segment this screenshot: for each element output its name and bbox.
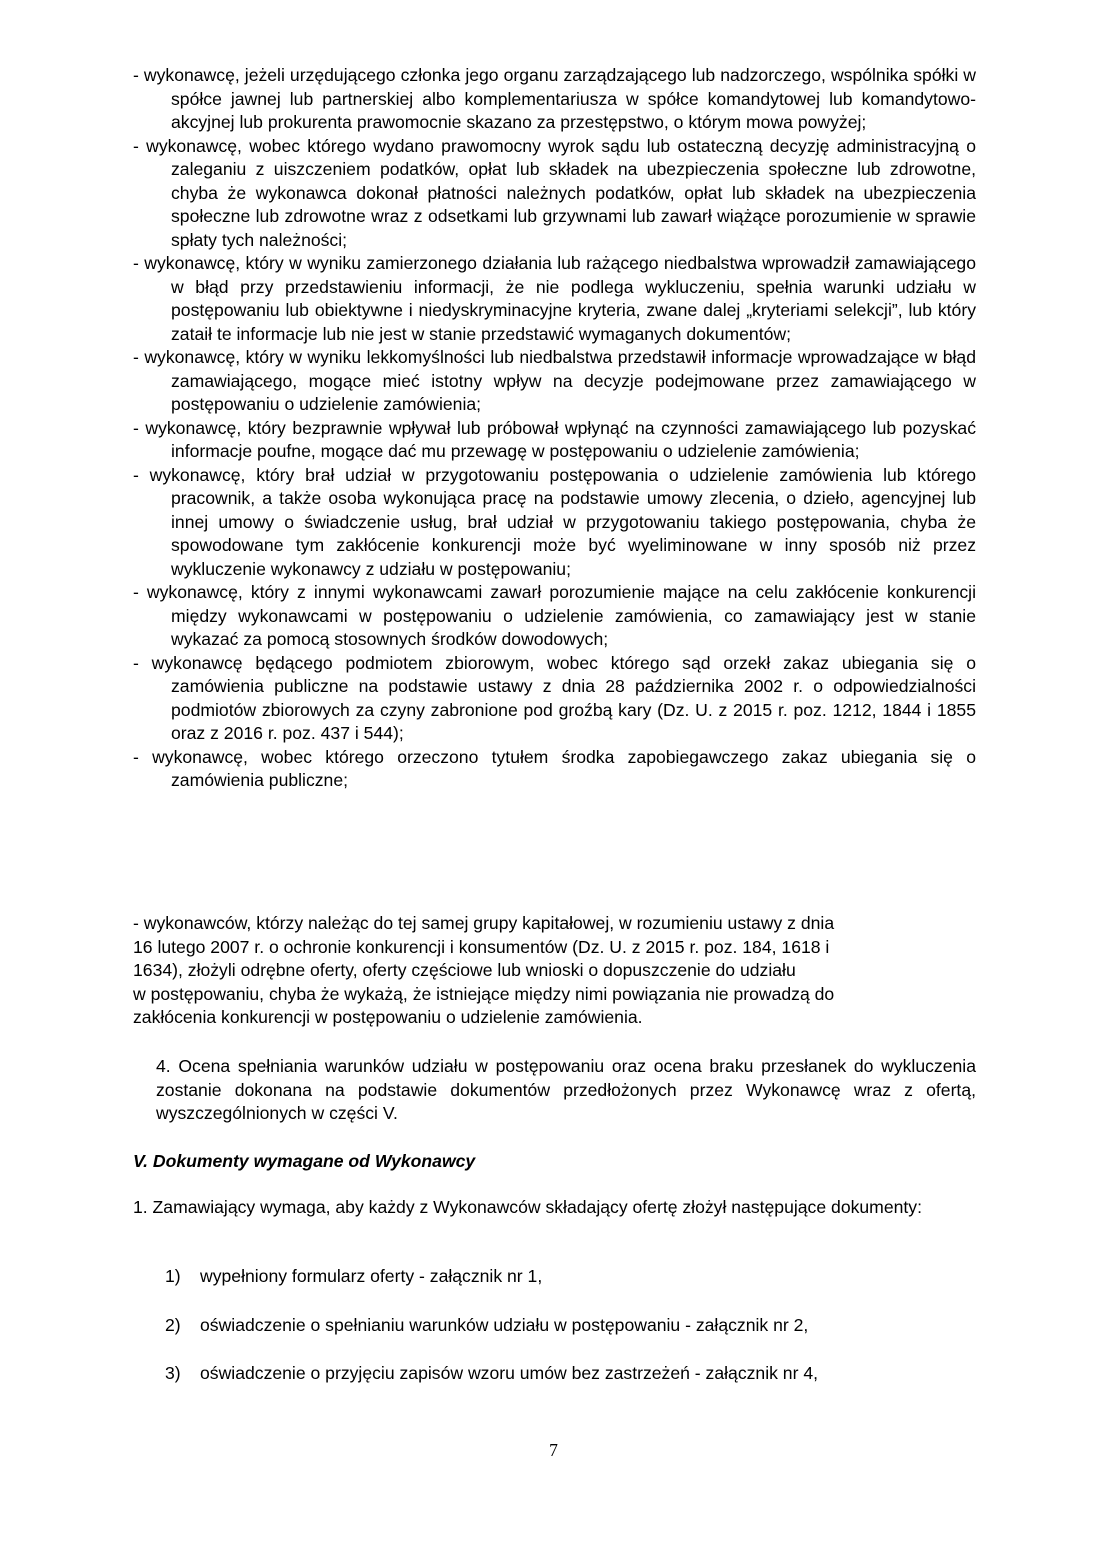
exclusion-item: - wykonawcę, wobec którego wydano prawomocny wyrok sądu lub ostateczną decyzję administracyjną o zaleganiu z uiszczeniem podatków, opłat lub składek na ubezpieczenia społeczne lub zdrowotne, chyba że wykonawca dokonał płatności należnych podatków, opłat lub składek na ubezpieczenia społeczne lub zdrowotne wraz z odsetkami lub grzywnami lub zawarł wiążące porozumienie w sprawie spłaty tych należności; (133, 135, 976, 250)
paragraph-line: w postępowaniu, chyba że wykażą, że istniejące między nimi powiązania nie prowadzą do (133, 983, 835, 1004)
exclusion-item: - wykonawcę będącego podmiotem zbiorowym, wobec którego sąd orzekł zakaz ubiegania się o zamówienia publiczne na podstawie ustawy z dnia 28 października 2002 r. o odpowiedzialności podmiotów zbiorowych za czyny zabronione pod groźbą kary (Dz. U. z 2015 r. poz. 1212, 1844 i 1855 oraz z 2016 r. poz. 437 i 544); (133, 652, 976, 743)
item-number: 3) (165, 1363, 181, 1383)
paragraph-line: 16 lutego 2007 r. o ochronie konkurencji i konsumentów (Dz. U. z 2015 r. poz. 184, 1618 i (133, 936, 830, 957)
point-4-paragraph: 4. Ocena spełniania warunków udziału w postępowaniu oraz ocena braku przesłanek do wykluczenia zostanie dokonana na podstawie dokumentów przedłożonych przez Wykonawcę wraz z ofertą, wyszczególnionych w części V. (156, 1056, 976, 1123)
exclusion-item: - wykonawcę, jeżeli urzędującego członka jego organu zarządzającego lub nadzorczego, wspólnika spółki w spółce jawnej lub partnerskiej albo komplementariusza w spółce komandytowej lub komandytowo-akcyjnej lub prokurenta prawomocnie skazano za przestępstwo, o którym mowa powyżej; (133, 65, 976, 132)
item-number: 2) (165, 1315, 181, 1335)
item-text: oświadczenie o przyjęciu zapisów wzoru umów bez zastrzeżeń - załącznik nr 4, (200, 1363, 818, 1383)
item-text: oświadczenie o spełnianiu warunków udziału w postępowaniu - załącznik nr 2, (200, 1315, 809, 1335)
exclusion-item: - wykonawcę, który brał udział w przygotowaniu postępowania o udzielenie zamówienia lub którego pracownik, a także osoba wykonująca pracę na podstawie umowy zlecenia, o dzieło, agencyjnej lub innej umowy o świadczenie usług, brał udział w przygotowaniu takiego postępowania, chyba że spowodowane tym zakłócenie konkurencji może być wyeliminowane w inny sposób niż przez wykluczenie wykonawcy z udziału w postępowaniu; (133, 464, 976, 579)
section-v-intro: 1. Zamawiający wymaga, aby każdy z Wykonawców składający ofertę złożył następujące dokumenty: (133, 1197, 922, 1217)
required-document-item (165, 1314, 808, 1338)
section-v-heading: V. Dokumenty wymagane od Wykonawcy (133, 1151, 476, 1171)
exclusion-item: - wykonawcę, który w wyniku lekkomyślności lub niedbalstwa przedstawił informacje wprowadzające w błąd zamawiającego, mogące mieć istotny wpływ na decyzje podejmowane przez zamawiającego w postępowaniu o udzielenie zamówienia; (133, 347, 976, 414)
paragraph-line: 1634), złożyli odrębne oferty, oferty częściowe lub wnioski o dopuszczenie do udziału (133, 960, 796, 980)
required-document-item (165, 1265, 542, 1289)
exclusion-item: - wykonawcę, który z innymi wykonawcami zawarł porozumienie mające na celu zakłócenie konkurencji między wykonawcami w postępowaniu o udzielenie zamówienia, co zamawiający jest w stanie wykazać za pomocą stosownych środków dowodowych; (133, 582, 976, 649)
exclusion-item: - wykonawcę, który bezprawnie wpływał lub próbował wpłynąć na czynności zamawiającego lub pozyskać informacje poufne, mogące dać mu przewagę w postępowaniu o udzielenie zamówienia; (133, 417, 976, 461)
paragraph-line: zakłócenia konkurencji w postępowaniu o udzielenie zamówienia. (133, 1007, 643, 1027)
item-number: 1) (165, 1266, 181, 1286)
exclusion-item: - wykonawcę, wobec którego orzeczono tytułem środka zapobiegawczego zakaz ubiegania się o zamówienia publiczne; (133, 746, 976, 790)
capital-group-paragraph (133, 912, 953, 1030)
item-text: wypełniony formularz oferty - załącznik nr 1, (200, 1266, 543, 1286)
page-number: 7 (549, 1440, 558, 1460)
exclusion-item: - wykonawcę, który w wyniku zamierzonego działania lub rażącego niedbalstwa wprowadził zamawiającego w błąd przy przedstawieniu informacji, że nie podlega wykluczeniu, spełnia warunki udziału w postępowaniu lub obiektywne i niedyskryminacyjne kryteria, zwane dalej „kryteriami selekcji”, lub który zataił te informacje lub nie jest w stanie przedstawić wymaganych dokumentów; (133, 253, 976, 344)
required-document-item (165, 1362, 818, 1386)
exclusion-list (133, 64, 976, 793)
paragraph-line: - wykonawców, którzy należąc do tej samej grupy kapitałowej, w rozumieniu ustawy z dnia (133, 913, 835, 933)
